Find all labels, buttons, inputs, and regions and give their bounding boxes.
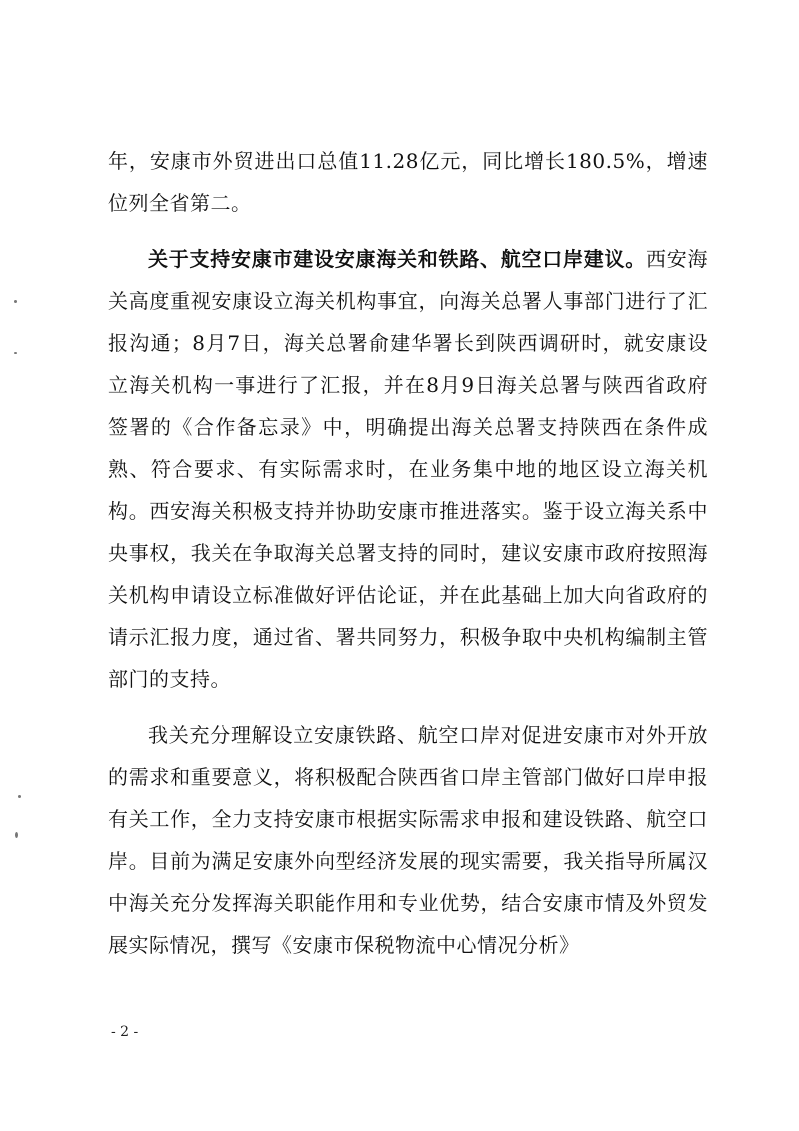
scan-speck — [15, 832, 18, 838]
page-number: - 2 - — [111, 1024, 139, 1040]
paragraph-continuation — [108, 140, 708, 224]
paragraph-text: 西安海关高度重视安康设立海关机构事宜，向海关总署人事部门进行了汇报沟通；8月7日，海关总署俞建华署长到陕西调研时，就安康设立海关机构一事进行了汇报，并在8月9日海关总署与陕西省政府签署的《合作备忘录》中，明确提出海关总署支持陕西在条件成熟、符合要求、有实际需求时，在业务集中地的地区设立海关机构。西安海关积极支持并协助安康市推进落实。鉴于设立海关系中央事权，我关在争取海关总署支持的同时，建议安康市政府按照海关机构申请设立标准做好评估论证，并在此基础上加大向省政府的请示汇报力度，通过省、署共同努力，积极争取中央机构编制主管部门的支持。 — [108, 247, 708, 691]
scan-speck — [18, 795, 21, 798]
document-body — [108, 140, 708, 966]
scan-speck — [14, 300, 17, 303]
paragraph-text: 年，安康市外贸进出口总值11.28亿元，同比增长180.5%，增速位列全省第二。 — [108, 149, 708, 215]
paragraph-bold-heading: 关于支持安康市建设安康海关和铁路、航空口岸建议。 — [148, 247, 646, 271]
paragraph-port-support — [108, 714, 708, 966]
scan-speck — [14, 352, 17, 354]
paragraph-customs-proposal — [108, 238, 708, 700]
paragraph-text: 我关充分理解设立安康铁路、航空口岸对促进安康市对外开放的需求和重要意义，将积极配合陕西省口岸主管部门做好口岸申报有关工作，全力支持安康市根据实际需求申报和建设铁路、航空口岸。目前为满足安康外向型经济发展的现实需要，我关指导所属汉中海关充分发挥海关职能作用和专业优势，结合安康市情及外贸发展实际情况，撰写《安康市保税物流中心情况分析》 — [108, 723, 708, 957]
